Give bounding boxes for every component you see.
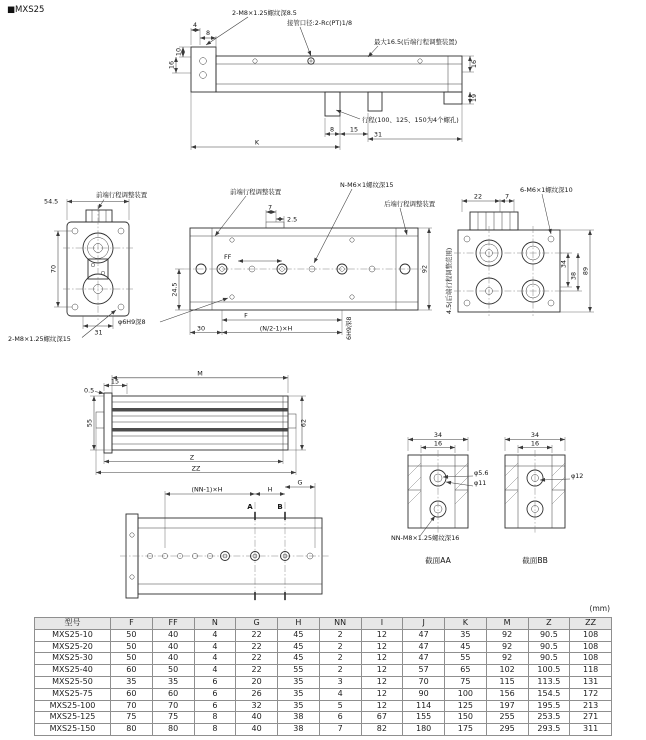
model-cell: MXS25-50 xyxy=(35,676,111,688)
dia-11-label: φ11 xyxy=(474,479,487,487)
dim-15-profile: 15 xyxy=(110,377,120,386)
value-cell: 6 xyxy=(194,676,236,688)
value-cell: 2 xyxy=(319,629,361,641)
table-row xyxy=(35,629,612,641)
six-thread-label: 6-M6×1螺纹深10 xyxy=(520,186,573,194)
value-cell: 102 xyxy=(486,665,528,677)
value-cell: 2 xyxy=(319,641,361,653)
value-cell: 92 xyxy=(486,653,528,665)
hole-count-formula: (NN-1)×H xyxy=(191,485,223,494)
dim-34-right: 34 xyxy=(559,259,568,269)
value-cell: 45 xyxy=(278,641,320,653)
value-cell: 131 xyxy=(570,676,612,688)
model-cell: MXS25-125 xyxy=(35,712,111,724)
table-row xyxy=(35,641,612,653)
spec-table-head xyxy=(35,618,612,630)
value-cell: 5 xyxy=(319,700,361,712)
dim-22: 22 xyxy=(473,192,483,201)
dia-5-6-label: φ5.6 xyxy=(474,469,489,477)
dim-19: 19 xyxy=(470,93,478,103)
section-aa-view xyxy=(391,431,488,565)
value-cell: 195.5 xyxy=(528,700,570,712)
value-cell: 26 xyxy=(236,688,278,700)
value-cell: 70 xyxy=(152,700,194,712)
value-cell: 55 xyxy=(445,653,487,665)
value-cell: 4 xyxy=(194,629,236,641)
value-cell: 47 xyxy=(403,653,445,665)
model-cell: MXS25-75 xyxy=(35,688,111,700)
value-cell: 12 xyxy=(361,665,403,677)
column-header: H xyxy=(278,618,320,630)
dim-4: 4 xyxy=(192,21,198,29)
value-cell: 154.5 xyxy=(528,688,570,700)
dim-7-plan: 7 xyxy=(267,203,273,212)
value-cell: 35 xyxy=(152,676,194,688)
value-cell: 60 xyxy=(111,665,153,677)
dim-92: 92 xyxy=(420,264,429,274)
section-aa-caption: 截面AA xyxy=(425,556,451,565)
value-cell: 12 xyxy=(361,688,403,700)
value-cell: 2 xyxy=(319,665,361,677)
value-cell: 50 xyxy=(111,641,153,653)
dim-10: 10 xyxy=(174,47,183,57)
model-cell: MXS25-10 xyxy=(35,629,111,641)
value-cell: 65 xyxy=(445,665,487,677)
value-cell: 40 xyxy=(152,629,194,641)
value-cell: 38 xyxy=(278,724,320,736)
dim-G: G xyxy=(297,478,303,487)
value-cell: 156 xyxy=(486,688,528,700)
value-cell: 118 xyxy=(570,665,612,677)
value-cell: 6 xyxy=(194,700,236,712)
value-cell: 32 xyxy=(236,700,278,712)
value-cell: 12 xyxy=(361,700,403,712)
slot-width-label: 6H9深8 xyxy=(345,316,353,340)
table-row xyxy=(35,653,612,665)
rear-adjuster-label: 后端行程调整装置 xyxy=(384,200,436,208)
section-mark-b: B xyxy=(277,503,283,511)
value-cell: 90.5 xyxy=(528,629,570,641)
dim-16-left: 16 xyxy=(167,60,176,70)
value-cell: 55 xyxy=(278,665,320,677)
column-header: M xyxy=(486,618,528,630)
model-cell: MXS25-40 xyxy=(35,665,111,677)
value-cell: 20 xyxy=(236,676,278,688)
dim-8-bottom: 8 xyxy=(329,125,335,134)
spec-table-header-row xyxy=(35,618,612,630)
dim-M: M xyxy=(197,369,203,378)
value-cell: 213 xyxy=(570,700,612,712)
dim-0-5: 0.5 xyxy=(84,386,95,395)
value-cell: 197 xyxy=(486,700,528,712)
front-adjuster-label: 前端行程调整装置 xyxy=(96,191,148,199)
column-header: NN xyxy=(319,618,361,630)
section-mark-a: A xyxy=(247,503,253,511)
column-header: I xyxy=(361,618,403,630)
dim-16-right: 16 xyxy=(470,59,478,69)
value-cell: 75 xyxy=(445,676,487,688)
plan-view xyxy=(118,180,436,340)
value-cell: 293.5 xyxy=(528,724,570,736)
value-cell: 113.5 xyxy=(528,676,570,688)
value-cell: 108 xyxy=(570,629,612,641)
dim-7-right: 7 xyxy=(504,192,510,201)
value-cell: 35 xyxy=(445,629,487,641)
value-cell: 80 xyxy=(152,724,194,736)
dim-70: 70 xyxy=(49,264,58,274)
table-row xyxy=(35,688,612,700)
side-view-drawing xyxy=(168,8,479,150)
value-cell: 12 xyxy=(361,629,403,641)
value-cell: 108 xyxy=(570,653,612,665)
value-cell: 108 xyxy=(570,641,612,653)
value-cell: 90.5 xyxy=(528,653,570,665)
units-note: (mm) xyxy=(589,604,610,613)
dim-31: 31 xyxy=(373,130,383,139)
dim-F: F xyxy=(244,311,248,320)
table-row xyxy=(35,700,612,712)
value-cell: 114 xyxy=(403,700,445,712)
value-cell: 92 xyxy=(486,641,528,653)
end-view-right xyxy=(444,185,594,316)
value-cell: 90.5 xyxy=(528,641,570,653)
value-cell: 35 xyxy=(278,676,320,688)
value-cell: 4 xyxy=(194,641,236,653)
dim-55: 55 xyxy=(85,418,94,428)
table-row xyxy=(35,724,612,736)
value-cell: 100.5 xyxy=(528,665,570,677)
value-cell: 6 xyxy=(319,712,361,724)
front-adjuster-label-2: 前端行程调整装置 xyxy=(230,188,282,196)
value-cell: 271 xyxy=(570,712,612,724)
value-cell: 150 xyxy=(445,712,487,724)
value-cell: 4 xyxy=(194,665,236,677)
value-cell: 40 xyxy=(236,724,278,736)
value-cell: 50 xyxy=(111,629,153,641)
value-cell: 8 xyxy=(194,724,236,736)
section-bb-view xyxy=(505,431,583,565)
value-cell: 253.5 xyxy=(528,712,570,724)
dim-62: 62 xyxy=(299,418,308,428)
dim-16-aa: 16 xyxy=(433,439,443,448)
value-cell: 45 xyxy=(278,629,320,641)
value-cell: 57 xyxy=(403,665,445,677)
value-cell: 7 xyxy=(319,724,361,736)
section-bb-caption: 截面BB xyxy=(522,556,548,565)
column-header: FF xyxy=(152,618,194,630)
value-cell: 100 xyxy=(445,688,487,700)
value-cell: 22 xyxy=(236,641,278,653)
dim-15: 15 xyxy=(349,125,359,134)
column-header: ZZ xyxy=(570,618,612,630)
dimension-table xyxy=(34,617,612,736)
column-header: 型号 xyxy=(35,618,111,630)
mount-thread-label: 2-M8×1.25螺纹深15 xyxy=(8,335,71,343)
value-cell: 115 xyxy=(486,676,528,688)
value-cell: 67 xyxy=(361,712,403,724)
dim-34-bb: 34 xyxy=(530,431,540,439)
value-cell: 50 xyxy=(111,653,153,665)
dim-K: K xyxy=(254,138,260,147)
dim-89: 89 xyxy=(581,266,590,276)
value-cell: 47 xyxy=(403,641,445,653)
spec-table-body xyxy=(35,629,612,735)
value-cell: 255 xyxy=(486,712,528,724)
value-cell: 35 xyxy=(111,676,153,688)
value-cell: 12 xyxy=(361,641,403,653)
value-cell: 35 xyxy=(278,700,320,712)
value-cell: 125 xyxy=(445,700,487,712)
dim-ZZ: ZZ xyxy=(191,464,201,473)
bottom-view xyxy=(120,479,330,602)
model-cell: MXS25-20 xyxy=(35,641,111,653)
column-header: J xyxy=(403,618,445,630)
dim-16-bb: 16 xyxy=(530,439,540,448)
value-cell: 8 xyxy=(194,712,236,724)
value-cell: 4 xyxy=(194,653,236,665)
value-cell: 6 xyxy=(194,688,236,700)
column-header: Z xyxy=(528,618,570,630)
profile-view xyxy=(84,370,308,476)
rear-range-label: 4.5(后端行程调整范围) xyxy=(445,247,453,314)
value-cell: 50 xyxy=(152,665,194,677)
port-size-label: 接管口径:2-Rc(PT)1/8 xyxy=(287,19,353,27)
stroke-holes-note: 行程(100、125、150为4个螺孔) xyxy=(362,116,459,124)
value-cell: 40 xyxy=(236,712,278,724)
hole-pitch-formula: (N/2-1)×H xyxy=(259,324,293,333)
dim-30: 30 xyxy=(196,324,206,333)
page-title: ■MXS25 xyxy=(7,5,45,15)
value-cell: 38 xyxy=(278,712,320,724)
value-cell: 22 xyxy=(236,629,278,641)
value-cell: 35 xyxy=(278,688,320,700)
value-cell: 80 xyxy=(111,724,153,736)
dim-FF: FF xyxy=(224,253,232,261)
value-cell: 40 xyxy=(152,641,194,653)
value-cell: 70 xyxy=(111,700,153,712)
value-cell: 75 xyxy=(152,712,194,724)
dia-12-label: φ12 xyxy=(571,472,584,480)
value-cell: 2 xyxy=(319,653,361,665)
value-cell: 60 xyxy=(111,688,153,700)
value-cell: 75 xyxy=(111,712,153,724)
dim-38: 38 xyxy=(569,271,578,281)
column-header: N xyxy=(194,618,236,630)
column-header: F xyxy=(111,618,153,630)
dim-8: 8 xyxy=(205,29,211,37)
table-row xyxy=(35,676,612,688)
dim-H: H xyxy=(267,485,273,494)
value-cell: 82 xyxy=(361,724,403,736)
value-cell: 4 xyxy=(319,688,361,700)
value-cell: 40 xyxy=(152,653,194,665)
value-cell: 45 xyxy=(445,641,487,653)
value-cell: 90 xyxy=(403,688,445,700)
dim-34-aa: 34 xyxy=(433,431,443,439)
value-cell: 295 xyxy=(486,724,528,736)
n-thread-label: N-M6×1螺纹深15 xyxy=(340,181,394,189)
nn-thread-label: NN-M8×1.25螺纹深16 xyxy=(391,534,460,542)
column-header: K xyxy=(445,618,487,630)
pin-hole-label: φ6H9深8 xyxy=(118,318,146,326)
dim-Z: Z xyxy=(189,453,195,462)
value-cell: 22 xyxy=(236,665,278,677)
value-cell: 70 xyxy=(403,676,445,688)
value-cell: 180 xyxy=(403,724,445,736)
value-cell: 47 xyxy=(403,629,445,641)
column-header: G xyxy=(236,618,278,630)
model-cell: MXS25-150 xyxy=(35,724,111,736)
value-cell: 311 xyxy=(570,724,612,736)
dim-2-5: 2.5 xyxy=(287,215,298,224)
value-cell: 12 xyxy=(361,653,403,665)
value-cell: 45 xyxy=(278,653,320,665)
value-cell: 172 xyxy=(570,688,612,700)
dim-54-5: 54.5 xyxy=(44,197,59,206)
value-cell: 12 xyxy=(361,676,403,688)
model-cell: MXS25-100 xyxy=(35,700,111,712)
value-cell: 92 xyxy=(486,629,528,641)
value-cell: 60 xyxy=(152,688,194,700)
thread-depth-label: 2-M8×1.25螺纹深8.5 xyxy=(232,9,297,17)
dim-24-5: 24.5 xyxy=(170,282,179,297)
value-cell: 22 xyxy=(236,653,278,665)
model-cell: MXS25-30 xyxy=(35,653,111,665)
value-cell: 155 xyxy=(403,712,445,724)
table-row xyxy=(35,712,612,724)
table-row xyxy=(35,665,612,677)
max-stroke-note: 最大16.5(后端行程调整装置) xyxy=(374,38,458,46)
value-cell: 175 xyxy=(445,724,487,736)
port-hole xyxy=(308,58,314,64)
value-cell: 3 xyxy=(319,676,361,688)
dim-31-left-view: 31 xyxy=(94,328,103,337)
